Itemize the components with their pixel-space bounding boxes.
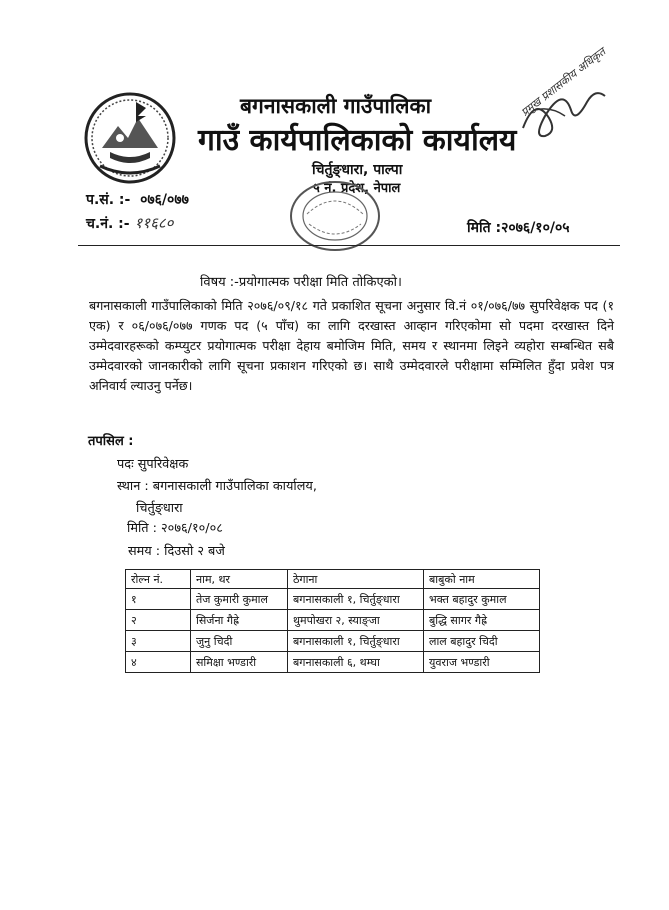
cell-name: सिर्जना गैह्रे (191, 610, 288, 631)
cell-roll: १ (126, 589, 191, 610)
cell-address: बगनासकाली ६, थम्घा (288, 652, 424, 673)
col-father: बाबुको नाम (424, 570, 540, 589)
col-name: नाम, थर (191, 570, 288, 589)
nepal-emblem-icon (80, 88, 180, 188)
office-title: गाउँ कार्यपालिकाको कार्यालय (198, 123, 517, 158)
ref-label: प.सं. :- (86, 192, 131, 208)
cell-address: थुमपोखरा २, स्याङ्जा (288, 610, 424, 631)
ref-value: ०७६/०७७ (140, 192, 189, 208)
cell-father: बुद्धि सागर गैह्रे (424, 610, 540, 631)
cell-father: लाल बहादुर चिदी (424, 631, 540, 652)
address-line-1: चिर्तुङ्धारा, पाल्पा (312, 162, 403, 178)
date-value: २०७६/१०/०५ (501, 220, 570, 236)
cell-address: बगनासकाली १, चिर्तुङ्धारा (288, 631, 424, 652)
subject-line: विषय :-प्रयोगात्मक परीक्षा मिति तोकिएको। (200, 275, 402, 290)
issue-date (467, 218, 570, 237)
notice-paragraph: बगनासकाली गाउँपालिकाको मिति २०७६/०९/१८ गते प्रकाशित सूचना अनुसार वि.नं ०१/०७६/७७ सुपरिवेक्षक पद (१ एक) र ०६/०७६/०७७ गणक पद (५ पाँच) का लागि दरखास्त आव्हान गरिएकोमा सो पदमा दरखास्त दिने उम्मेदवारहरूको कम्प्युटर प्रयोगात्मक परीक्षा देहाय बमोजिम मिति, समय र स्थानमा लिइने व्यहोरा सम्बन्धित सबै उम्मेदवारको जानकारीको लागि सूचना प्रकाशन गरिएको छ। साथै उम्मेदवारले परीक्षामा सम्मिलित हुँदा प्रवेश पत्र अनिवार्य ल्याउनु पर्नेछ। (89, 298, 614, 393)
table-row (126, 589, 540, 610)
date-label: मिति : (467, 220, 502, 236)
candidate-table (125, 569, 540, 673)
cell-address: बगनासकाली १, चिर्तुङ्धारा (288, 589, 424, 610)
dispatch-label: च.नं. :- (86, 216, 130, 232)
col-roll: रोल्न नं. (126, 570, 191, 589)
office-name: बगनासकाली गाउँपालिका (240, 94, 432, 118)
dispatch-value: ११६८० (134, 214, 174, 232)
table-header-row (126, 570, 540, 589)
detail-venue-cont: चिर्तुङ्धारा (136, 501, 183, 516)
detail-venue: स्थान : बगनासकाली गाउँपालिका कार्यालय, (117, 479, 317, 494)
reference-number (86, 190, 189, 209)
cell-father: युवराज भण्डारी (424, 652, 540, 673)
office-stamp-icon (287, 178, 383, 254)
address-line-2: ५ नं. प्रदेश, नेपाल (313, 181, 401, 196)
cell-name: तेज कुमारी कुमाल (191, 589, 288, 610)
cell-name: समिक्षा भण्डारी (191, 652, 288, 673)
detail-time: समय : दिउसो २ बजे (128, 544, 225, 559)
table-row (126, 610, 540, 631)
table-row (126, 631, 540, 652)
cell-father: भक्त बहादुर कुमाल (424, 589, 540, 610)
dispatch-number (86, 213, 173, 233)
detail-post: पदः सुपरिवेक्षक (117, 457, 189, 472)
cell-name: जुनु चिदी (191, 631, 288, 652)
signature-title: प्रमुख प्रशासकीय अधिकृत (518, 45, 608, 120)
cell-roll: ३ (126, 631, 191, 652)
details-heading: तपसिल : (88, 434, 134, 449)
table-row (126, 652, 540, 673)
col-address: ठेगाना (288, 570, 424, 589)
header-divider (78, 245, 620, 246)
detail-date: मिति : २०७६/१०/०८ (127, 521, 223, 536)
cell-roll: २ (126, 610, 191, 631)
cell-roll: ४ (126, 652, 191, 673)
